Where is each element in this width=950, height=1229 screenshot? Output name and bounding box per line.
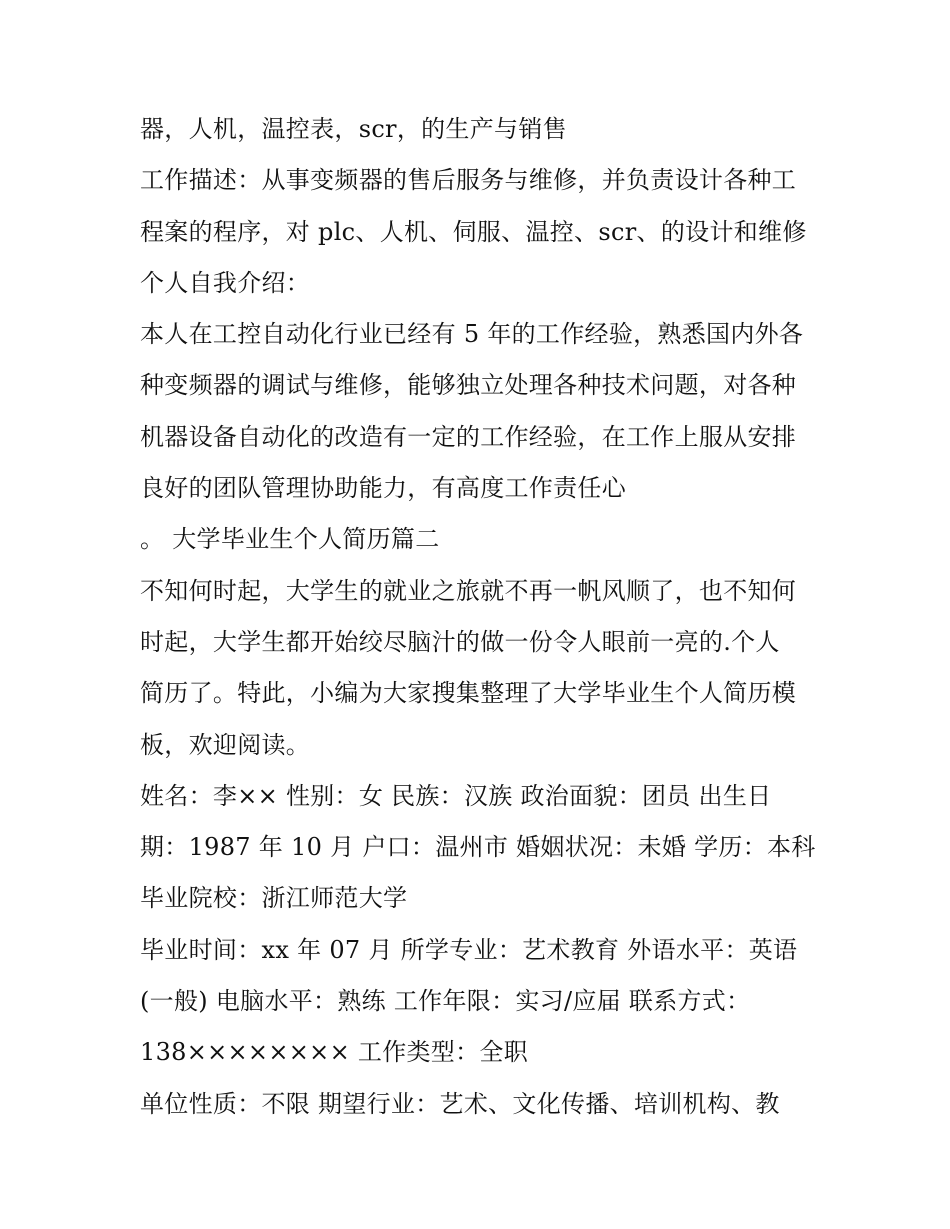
text-line: 姓名：李×× 性别：女 民族：汉族 政治面貌：团员 出生日 (140, 781, 772, 810)
text-line: 毕业时间：xx 年 07 月 所学专业：艺术教育 外语水平：英语 (140, 935, 798, 964)
text-line: 单位性质：不限 期望行业：艺术、文化传播、培训机构、教 (140, 1089, 780, 1118)
text-line: 机器设备自动化的改造有一定的工作经验，在工作上服从安排 (140, 422, 797, 451)
text-line: 简历了。特此，小编为大家搜集整理了大学毕业生个人简历模 (140, 679, 797, 708)
section-heading: 个人自我介绍： (140, 268, 311, 297)
text-line: 工作描述：从事变频器的售后服务与维修，并负责设计各种工 (140, 166, 797, 195)
text-line: 器，人机，温控表，scr，的生产与销售 (140, 115, 567, 143)
text-line: 时起，大学生都开始绞尽脑汁的做一份令人眼前一亮的.个人 (140, 627, 780, 656)
text-line: 138×××××××× 工作类型：全职 (140, 1038, 529, 1067)
text-line: 毕业院校：浙江师范大学 (140, 884, 408, 913)
section-heading: 。 大学毕业生个人简历篇二 (140, 525, 440, 554)
text-line: 良好的团队管理协助能力，有高度工作责任心 (140, 474, 626, 503)
text-line: 本人在工控自动化行业已经有 5 年的工作经验，熟悉国内外各 (140, 320, 804, 349)
text-line: 程案的程序，对 plc、人机、伺服、温控、scr、的设计和维修 (140, 217, 807, 246)
text-line: 期：1987 年 10 月 户口：温州市 婚姻状况：未婚 学历：本科 (140, 833, 816, 862)
text-line: 板，欢迎阅读。 (140, 730, 311, 759)
text-line: 不知何时起，大学生的就业之旅就不再一帆风顺了，也不知何 (140, 576, 797, 605)
text-line: 种变频器的调试与维修，能够独立处理各种技术问题，对各种 (140, 371, 797, 400)
text-line: (一般) 电脑水平：熟练 工作年限：实习/应届 联系方式： (140, 987, 751, 1016)
document-body (140, 104, 820, 1130)
